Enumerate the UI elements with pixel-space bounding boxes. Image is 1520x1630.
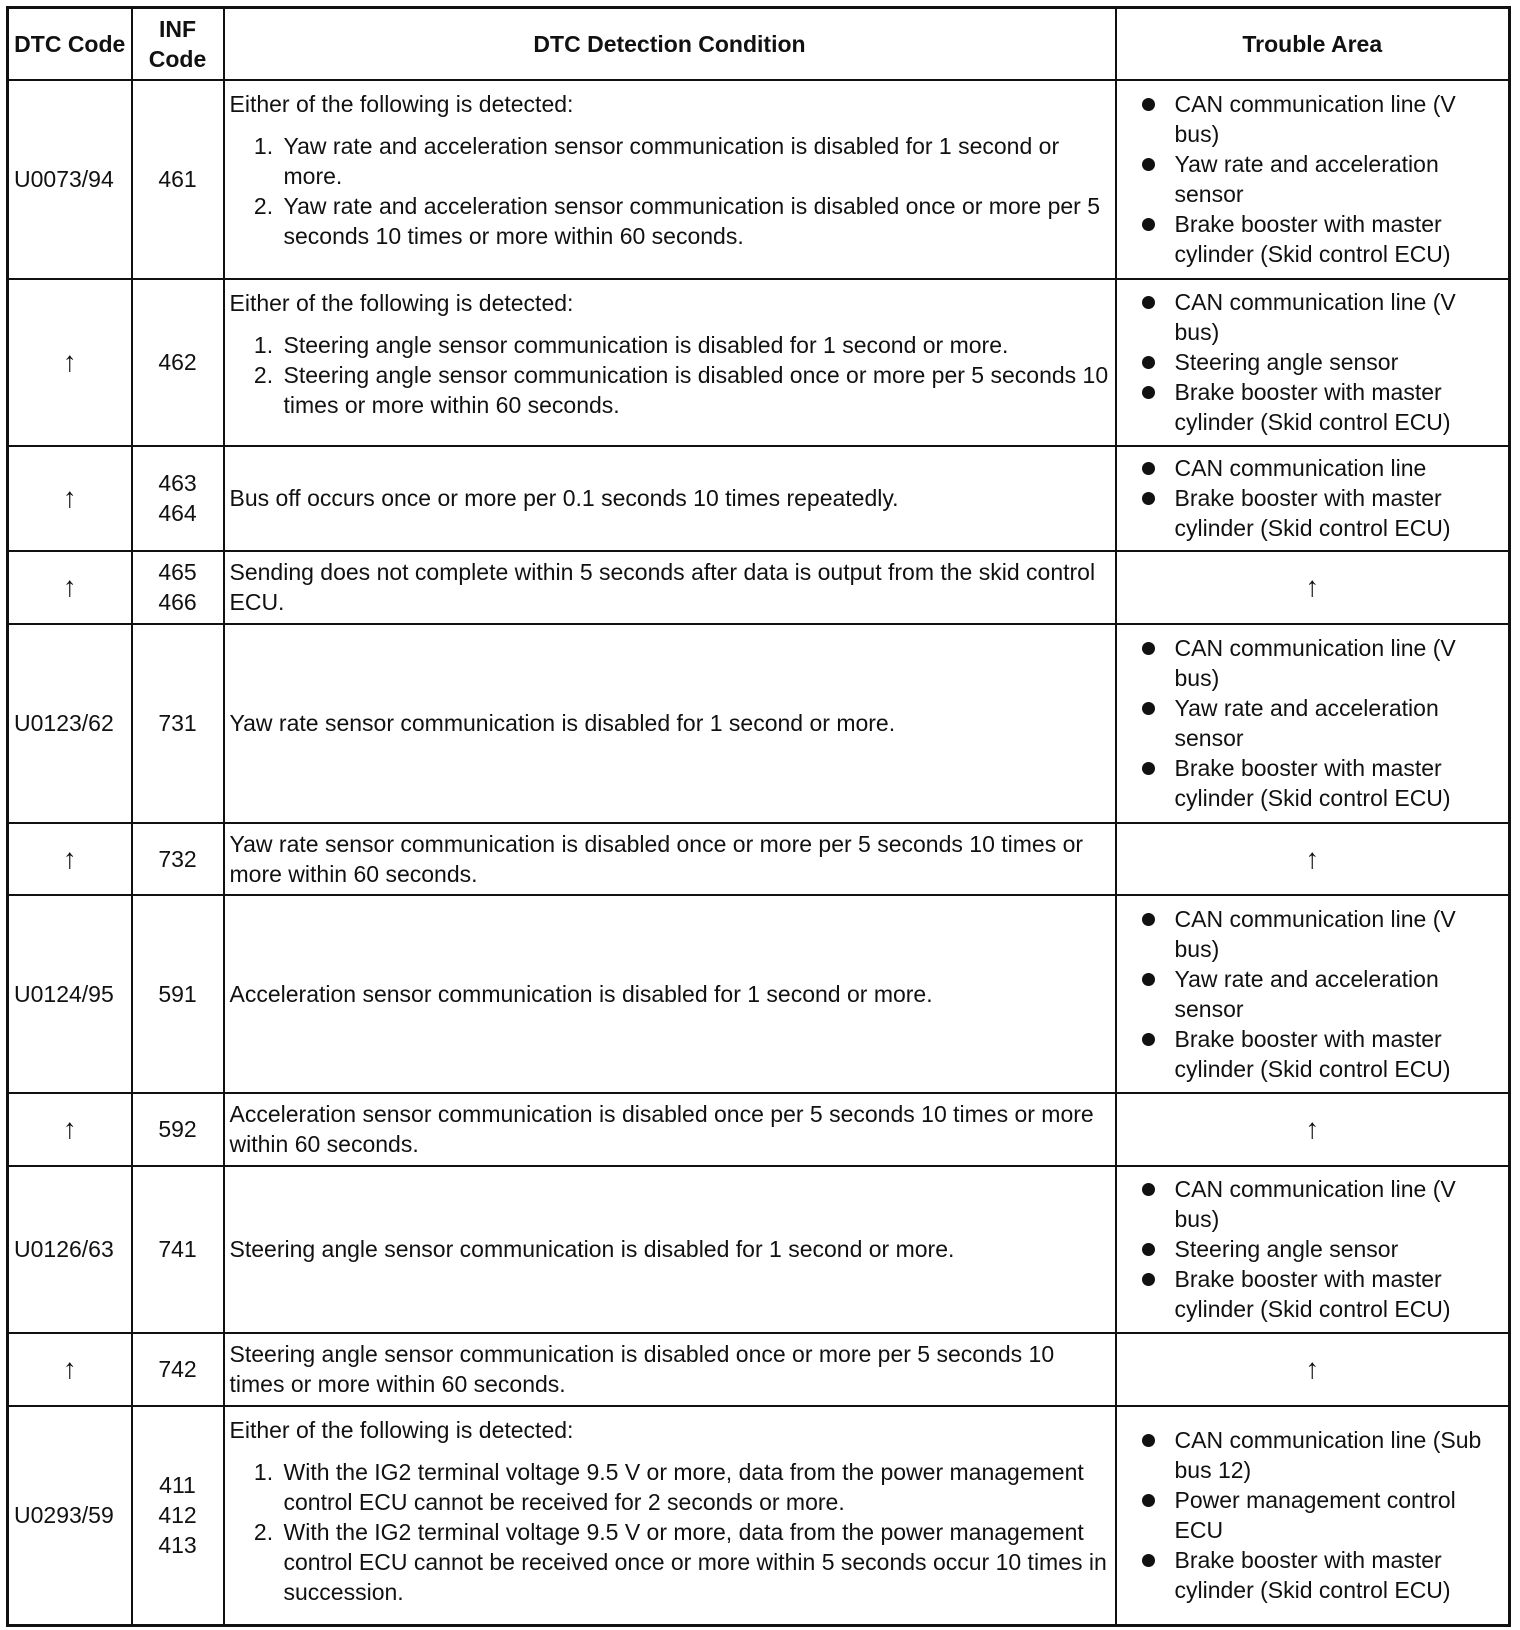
inf-code-cell [132, 551, 224, 624]
inf-code: 461 [158, 166, 197, 192]
table-row [8, 446, 1510, 551]
trouble-item: CAN communication line (V bus) [1142, 89, 1504, 149]
dtc-code-cell: ↑ [8, 823, 132, 895]
trouble-item: CAN communication line (V bus) [1142, 633, 1504, 693]
inf-code: 732 [158, 845, 197, 872]
condition-text: Acceleration sensor communication is disabled once per 5 seconds 10 times or more within 60 seconds. [229, 1101, 1094, 1157]
trouble-list [1122, 1425, 1504, 1605]
condition-step: 2. With the IG2 terminal voltage 9.5 V or more, data from the power management control ECU cannot be received once or more within 5 seconds occur 10 times in succession. [280, 1517, 1110, 1607]
table-row [8, 80, 1510, 279]
inf-code: 742 [158, 1356, 197, 1382]
table-row [8, 279, 1510, 446]
inf-code-cell [132, 1093, 224, 1166]
trouble-item: Brake booster with master cylinder (Skid control ECU) [1142, 1545, 1504, 1605]
trouble-list [1122, 453, 1504, 543]
condition-text: Steering angle sensor communication is disabled for 1 second or more. [229, 1236, 955, 1262]
condition-step: 1. Yaw rate and acceleration sensor communication is disabled for 1 second or more. [280, 131, 1110, 191]
trouble-area-cell: ↑ [1116, 1093, 1510, 1166]
condition-steps [230, 131, 1110, 251]
inf-code-cell [132, 823, 224, 895]
dtc-code-cell: ↑ [8, 279, 132, 446]
header-dtc-code: DTC Code [8, 8, 132, 80]
trouble-item: Yaw rate and acceleration sensor [1142, 964, 1504, 1024]
condition-text: Acceleration sensor communication is disabled for 1 second or more. [229, 980, 933, 1007]
inf-code: 592 [158, 1116, 197, 1142]
condition-intro: Either of the following is detected: [229, 90, 574, 117]
trouble-list [1122, 89, 1504, 269]
inf-code: 411 [159, 1472, 196, 1499]
trouble-area-cell: ↑ [1116, 1333, 1510, 1406]
inf-code-cell [132, 279, 224, 446]
dtc-code-cell: ↑ [8, 1333, 132, 1406]
inf-code: 464 [158, 500, 197, 526]
inf-code: 412 [158, 1502, 197, 1529]
trouble-item: Power management control ECU [1142, 1485, 1504, 1545]
condition-step: 2. Steering angle sensor communication is disabled once or more per 5 seconds 10 times or more within 60 seconds. [280, 360, 1110, 420]
trouble-list [1122, 287, 1504, 437]
inf-code-cell [132, 1333, 224, 1406]
trouble-item: CAN communication line [1142, 453, 1504, 483]
inf-code-cell [132, 446, 224, 551]
inf-code: 591 [158, 980, 197, 1007]
table-row [8, 551, 1510, 624]
inf-code-cell [132, 1166, 224, 1333]
detection-condition-cell [224, 823, 1116, 895]
trouble-area-cell [1116, 80, 1510, 279]
inf-code-cell [132, 1406, 224, 1626]
condition-text: Bus off occurs once or more per 0.1 seconds 10 times repeatedly. [229, 485, 899, 511]
detection-condition-cell [224, 1333, 1116, 1406]
trouble-area-cell: ↑ [1116, 551, 1510, 624]
dtc-code-cell: U0123/62 [8, 624, 132, 823]
condition-steps [230, 1457, 1110, 1607]
trouble-item: Brake booster with master cylinder (Skid control ECU) [1142, 753, 1504, 813]
table-row [8, 895, 1510, 1093]
trouble-item: CAN communication line (V bus) [1142, 1174, 1504, 1234]
dtc-code-cell: U0073/94 [8, 80, 132, 279]
condition-steps [230, 330, 1110, 420]
detection-condition-cell [224, 1166, 1116, 1333]
detection-condition-cell [224, 895, 1116, 1093]
inf-code: 465 [158, 559, 197, 585]
condition-intro: Either of the following is detected: [229, 289, 574, 316]
trouble-item: Steering angle sensor [1142, 1234, 1504, 1264]
inf-code: 463 [158, 470, 197, 496]
trouble-area-cell [1116, 895, 1510, 1093]
detection-condition-cell [224, 551, 1116, 624]
dtc-code-cell: ↑ [8, 551, 132, 624]
detection-condition-cell [224, 624, 1116, 823]
condition-step: 1. With the IG2 terminal voltage 9.5 V or more, data from the power management control ECU cannot be received for 2 seconds or more. [280, 1457, 1110, 1517]
trouble-area-cell [1116, 279, 1510, 446]
detection-condition-cell [224, 1406, 1116, 1626]
inf-code: 466 [158, 589, 197, 615]
condition-step: 2. Yaw rate and acceleration sensor communication is disabled once or more per 5 seconds 10 times or more within 60 seconds. [280, 191, 1110, 251]
detection-condition-cell [224, 446, 1116, 551]
inf-code: 741 [158, 1236, 197, 1262]
dtc-code-cell: U0293/59 [8, 1406, 132, 1626]
table-row [8, 823, 1510, 895]
trouble-item: CAN communication line (Sub bus 12) [1142, 1425, 1504, 1485]
trouble-item: Brake booster with master cylinder (Skid control ECU) [1142, 209, 1504, 269]
header-inf-code: INF Code [132, 8, 224, 80]
table-row [8, 1093, 1510, 1166]
detection-condition-cell [224, 1093, 1116, 1166]
inf-code-cell [132, 895, 224, 1093]
trouble-list [1122, 1174, 1504, 1324]
trouble-area-cell [1116, 1406, 1510, 1626]
dtc-code-cell: ↑ [8, 1093, 132, 1166]
trouble-item: Brake booster with master cylinder (Skid control ECU) [1142, 1024, 1504, 1084]
table-row [8, 1333, 1510, 1406]
trouble-area-cell [1116, 446, 1510, 551]
trouble-area-cell [1116, 1166, 1510, 1333]
dtc-code-cell: U0126/63 [8, 1166, 132, 1333]
inf-code-cell [132, 80, 224, 279]
dtc-code-cell: U0124/95 [8, 895, 132, 1093]
trouble-item: Brake booster with master cylinder (Skid control ECU) [1142, 483, 1504, 543]
condition-text: Steering angle sensor communication is disabled once or more per 5 seconds 10 times or more within 60 seconds. [229, 1341, 1055, 1397]
inf-code: 462 [158, 349, 197, 375]
header-row [8, 8, 1510, 80]
trouble-item: Yaw rate and acceleration sensor [1142, 149, 1504, 209]
inf-code: 413 [158, 1532, 197, 1559]
trouble-list [1122, 904, 1504, 1084]
trouble-list [1122, 633, 1504, 813]
dtc-code-cell: ↑ [8, 446, 132, 551]
trouble-area-cell: ↑ [1116, 823, 1510, 895]
trouble-item: CAN communication line (V bus) [1142, 904, 1504, 964]
detection-condition-cell [224, 80, 1116, 279]
table-row [8, 624, 1510, 823]
trouble-item: Brake booster with master cylinder (Skid control ECU) [1142, 1264, 1504, 1324]
condition-text: Yaw rate sensor communication is disabled for 1 second or more. [229, 710, 896, 736]
trouble-item: Steering angle sensor [1142, 347, 1504, 377]
trouble-item: Brake booster with master cylinder (Skid control ECU) [1142, 377, 1504, 437]
condition-text: Yaw rate sensor communication is disabled once or more per 5 seconds 10 times or more within 60 seconds. [229, 830, 1084, 887]
trouble-item: Yaw rate and acceleration sensor [1142, 693, 1504, 753]
dtc-table [6, 6, 1511, 1627]
condition-intro: Either of the following is detected: [229, 1416, 574, 1443]
trouble-area-cell [1116, 624, 1510, 823]
condition-step: 1. Steering angle sensor communication is disabled for 1 second or more. [280, 330, 1110, 360]
trouble-item: CAN communication line (V bus) [1142, 287, 1504, 347]
condition-text: Sending does not complete within 5 seconds after data is output from the skid control ECU. [229, 559, 1096, 615]
inf-code: 731 [158, 710, 197, 736]
inf-code-cell [132, 624, 224, 823]
header-detection-condition: DTC Detection Condition [224, 8, 1116, 80]
table-row [8, 1406, 1510, 1626]
header-trouble-area: Trouble Area [1116, 8, 1510, 80]
table-row [8, 1166, 1510, 1333]
detection-condition-cell [224, 279, 1116, 446]
